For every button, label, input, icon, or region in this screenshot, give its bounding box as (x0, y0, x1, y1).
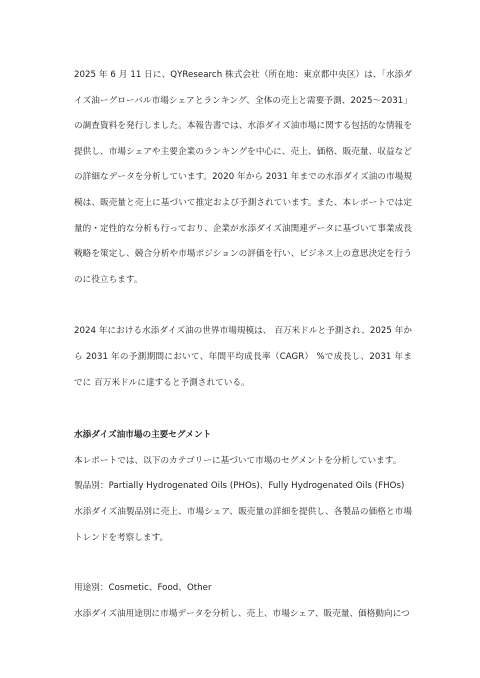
document-body (74, 63, 412, 627)
application-segment-description: 水添ダイズ油用途別に市場データを分析し、売上、市場シェア、販売量、価格動向につ (74, 608, 410, 619)
product-segment-line: 製品別：Partially Hydrogenated Oils (PHOs)、Fully Hydrogenated Oils (FHOs) (74, 481, 405, 492)
application-segment-line: 用途別：Cosmetic、Food、Other (74, 583, 212, 594)
product-segment-description: 水添ダイズ油製品別に売上、市場シェア、販売量の詳細を提供し、各製品の価格と市場トレンドを考察します。 (74, 506, 412, 543)
segment-intro-paragraph: 本レポートでは、以下のカテゴリーに基づいて市場のセグメントを分析しています。 (74, 455, 402, 466)
market-size-paragraph: 2024 年における水添ダイズ油の世界市場規模は、 百万米ドルと予測され、2025 年から 2031 年の予測期間において、年間平均成長率（CAGR） %で成長し、2031 年までに 百万米ドルに達すると予測されている。 (74, 326, 412, 388)
section-heading: 水添ダイズ油市場の主要セグメント (74, 430, 212, 441)
intro-paragraph: 2025 年 6 月 11 日に、QYResearch 株式会社（所在地：東京都中央区）は、「水添ダイズ油ーグローバル市場シェアとランキング、全体の売上と需要予測、2025～2031」の調査資料を発行しました。本報告書では、水添ダイズ油市場に関する包括的な情報を提供し、市場シェアや主要企業のランキングを中心に、売上、価格、販売量、収益などの詳細なデータを分析しています。2020 年から 2031 年までの水添ダイズ油の市場規模は、販売量と売上に基づいて推定および予測されています。また、本レポートでは定量的・定性的な分析も行っており、企業が水添ダイズ油関連データに基づいて事業成長戦略を策定し、競合分析や市場ポジションの評価を行い、ビジネス上の意思決定を行うのに役立ちます。 (74, 70, 412, 285)
